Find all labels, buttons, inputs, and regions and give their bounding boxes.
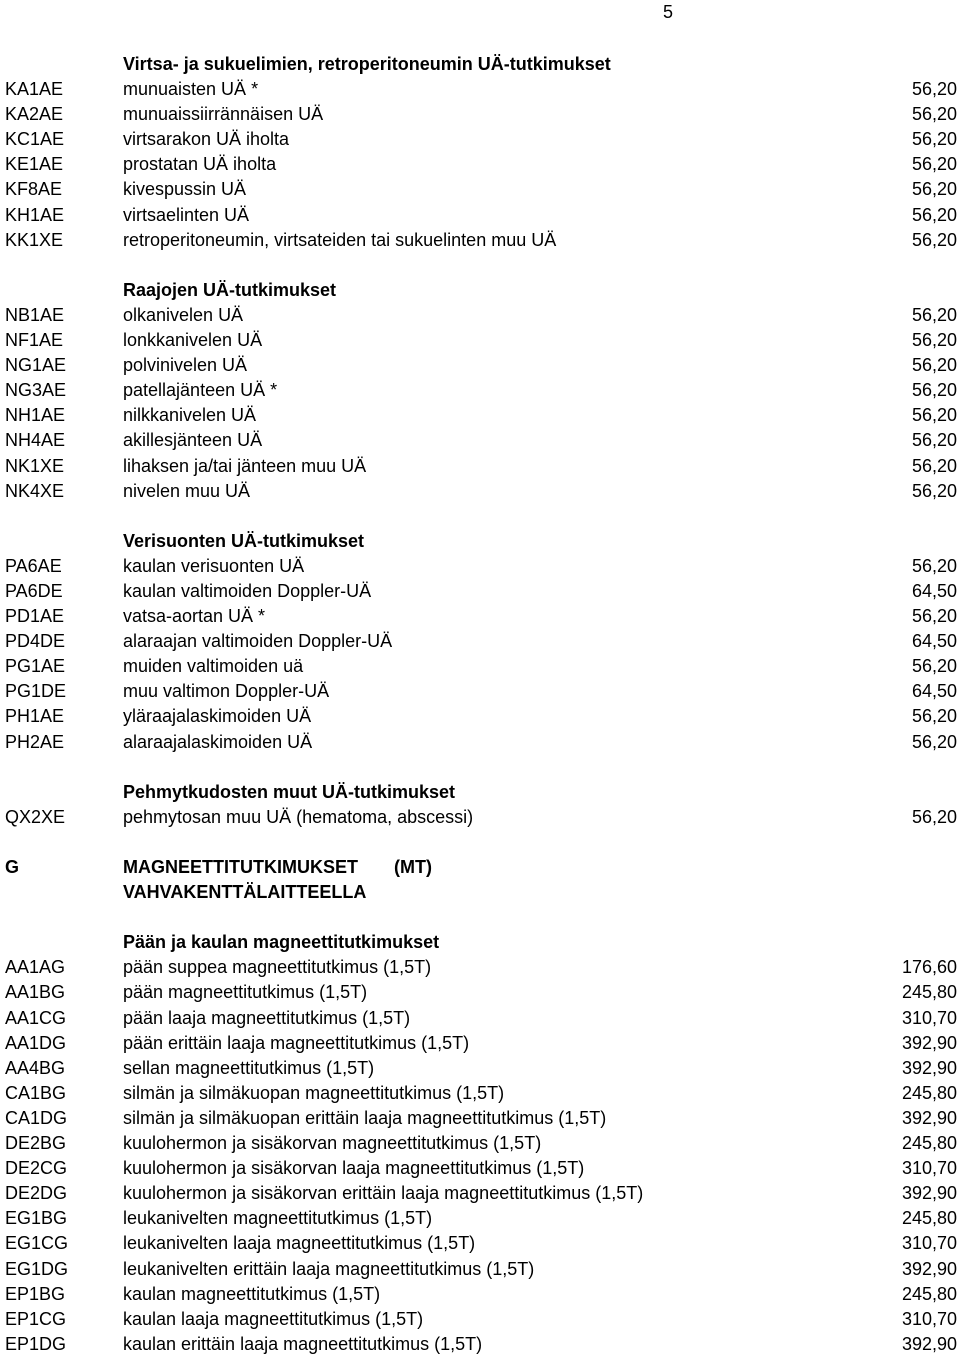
item-code: KF8AE <box>5 179 63 200</box>
item-code: AA1DG <box>5 1032 67 1053</box>
section-heading <box>5 52 957 77</box>
item-price: 176,60 <box>901 957 957 978</box>
table-row <box>5 955 957 980</box>
item-price: 56,20 <box>911 606 957 627</box>
table-row <box>5 679 957 704</box>
item-description: kivespussin UÄ <box>123 179 247 200</box>
item-code: PA6AE <box>5 555 62 576</box>
item-description: kaulan laaja magneettitutkimus (1,5T) <box>123 1308 424 1329</box>
item-description: pään laaja magneettitutkimus (1,5T) <box>123 1007 411 1028</box>
item-price: 392,90 <box>901 1107 957 1128</box>
item-description: nilkkanivelen UÄ <box>123 405 257 426</box>
table-row <box>5 403 957 428</box>
item-description: kaulan erittäin laaja magneettitutkimus (1,5T) <box>123 1333 483 1354</box>
item-price <box>847 278 957 303</box>
item-description: virtsaelinten UÄ <box>123 204 250 225</box>
table-row <box>5 353 957 378</box>
table-row <box>5 428 957 453</box>
item-price: 56,20 <box>911 731 957 752</box>
table-row <box>5 1131 957 1156</box>
table-row <box>5 1081 957 1106</box>
item-price <box>847 780 957 805</box>
item-code: KH1AE <box>5 204 65 225</box>
item-description: nivelen muu UÄ <box>123 480 251 501</box>
item-price: 245,80 <box>901 1283 957 1304</box>
table-row <box>5 629 957 654</box>
table-row <box>5 805 957 830</box>
section-heading <box>5 529 957 554</box>
item-code: DE2DG <box>5 1183 68 1204</box>
table-row <box>5 479 957 504</box>
table-row <box>5 328 957 353</box>
major-heading-suffix: (MT) <box>393 857 432 877</box>
table-row <box>5 730 957 755</box>
price-list <box>5 52 957 1357</box>
spacer <box>5 253 957 278</box>
table-row <box>5 203 957 228</box>
table-row <box>5 579 957 604</box>
item-code: PH1AE <box>5 706 65 727</box>
table-row <box>5 1231 957 1256</box>
item-code: AA1AG <box>5 957 66 978</box>
item-code: EP1DG <box>5 1333 67 1354</box>
page-number: 5 <box>663 2 674 22</box>
item-description: leukanivelten laaja magneettitutkimus (1,5T) <box>123 1233 476 1254</box>
item-code: DE2CG <box>5 1158 68 1179</box>
item-price: 56,20 <box>911 430 957 451</box>
item-price: 392,90 <box>901 1333 957 1354</box>
item-price: 56,20 <box>911 455 957 476</box>
item-price: 310,70 <box>901 1158 957 1179</box>
item-description: munuaisten UÄ * <box>123 79 259 100</box>
item-price: 56,20 <box>911 355 957 376</box>
item-description: muu valtimon Doppler-UÄ <box>123 681 330 702</box>
item-description: silmän ja silmäkuopan magneettitutkimus (1,5T) <box>123 1082 505 1103</box>
item-description: silmän ja silmäkuopan erittäin laaja magneettitutkimus (1,5T) <box>123 1107 607 1128</box>
item-code: KE1AE <box>5 154 64 175</box>
spacer <box>5 504 957 529</box>
item-price <box>847 930 957 955</box>
section-title: Pehmytkudosten muut UÄ-tutkimukset <box>123 781 456 802</box>
table-row <box>5 102 957 127</box>
item-description: kaulan verisuonten UÄ <box>123 555 305 576</box>
table-row <box>5 177 957 202</box>
item-description: kaulan valtimoiden Doppler-UÄ <box>123 580 372 601</box>
item-code: PG1DE <box>5 681 67 702</box>
table-row <box>5 1006 957 1031</box>
table-row <box>5 127 957 152</box>
item-description: sellan magneettitutkimus (1,5T) <box>123 1057 375 1078</box>
item-code <box>5 930 123 955</box>
item-price: 56,20 <box>911 304 957 325</box>
item-description: kuulohermon ja sisäkorvan laaja magneettitutkimus (1,5T) <box>123 1158 585 1179</box>
item-code: CA1DG <box>5 1107 68 1128</box>
spacer <box>5 830 957 855</box>
item-price: 245,80 <box>901 982 957 1003</box>
item-code: KK1XE <box>5 229 64 250</box>
table-row <box>5 228 957 253</box>
section-heading <box>5 780 957 805</box>
item-price: 56,20 <box>911 79 957 100</box>
section-title: Pään ja kaulan magneettitutkimukset <box>123 932 440 953</box>
mri-section <box>5 930 957 1357</box>
item-code: EG1BG <box>5 1208 68 1229</box>
major-heading-code: G <box>5 857 20 877</box>
item-price: 56,20 <box>911 129 957 150</box>
table-row <box>5 704 957 729</box>
item-code <box>5 529 123 554</box>
item-price <box>847 529 957 554</box>
item-price: 245,80 <box>901 1208 957 1229</box>
item-price: 56,20 <box>911 656 957 677</box>
item-price: 56,20 <box>911 706 957 727</box>
ultrasound-sections <box>5 52 957 830</box>
item-description: leukanivelten erittäin laaja magneettitutkimus (1,5T) <box>123 1258 535 1279</box>
item-code: NF1AE <box>5 330 64 351</box>
major-heading-line2: VAHVAKENTTÄLAITTEELLA <box>123 882 367 903</box>
item-description: lihaksen ja/tai jänteen muu UÄ <box>123 455 367 476</box>
item-code: EG1DG <box>5 1258 69 1279</box>
item-code: NG1AE <box>5 355 67 376</box>
item-price: 392,90 <box>901 1057 957 1078</box>
item-price: 245,80 <box>901 1133 957 1154</box>
item-code: NH4AE <box>5 430 66 451</box>
section-title: Raajojen UÄ-tutkimukset <box>123 279 337 300</box>
table-row <box>5 554 957 579</box>
item-price: 64,50 <box>911 580 957 601</box>
item-code: NB1AE <box>5 304 65 325</box>
table-row <box>5 1206 957 1231</box>
item-description: kuulohermon ja sisäkorvan erittäin laaja magneettitutkimus (1,5T) <box>123 1183 644 1204</box>
item-price: 56,20 <box>911 405 957 426</box>
item-price: 56,20 <box>911 204 957 225</box>
item-code: EP1BG <box>5 1283 66 1304</box>
major-heading-line1: MAGNEETTITUTKIMUKSET <box>123 857 358 877</box>
table-row <box>5 654 957 679</box>
item-code: NH1AE <box>5 405 66 426</box>
item-code <box>5 278 123 303</box>
item-code: PD4DE <box>5 631 66 652</box>
item-description: olkanivelen UÄ <box>123 304 244 325</box>
spacer <box>5 905 957 930</box>
item-price: 392,90 <box>901 1183 957 1204</box>
item-code: AA1BG <box>5 982 66 1003</box>
item-price: 56,20 <box>911 380 957 401</box>
item-description: retroperitoneumin, virtsateiden tai sukuelinten muu UÄ <box>123 229 557 250</box>
section-heading <box>5 930 957 955</box>
item-description: virtsarakon UÄ iholta <box>123 129 290 150</box>
item-code: PG1AE <box>5 656 66 677</box>
item-description: pään erittäin laaja magneettitutkimus (1,5T) <box>123 1032 470 1053</box>
item-description: alaraajalaskimoiden UÄ <box>123 731 313 752</box>
mri-major-heading <box>5 855 957 905</box>
item-price: 310,70 <box>901 1007 957 1028</box>
spacer <box>5 755 957 780</box>
item-price: 56,20 <box>911 179 957 200</box>
item-description: pään magneettitutkimus (1,5T) <box>123 982 368 1003</box>
table-row <box>5 1332 957 1357</box>
table-row <box>5 1181 957 1206</box>
section-heading <box>5 278 957 303</box>
item-code: NG3AE <box>5 380 67 401</box>
item-price <box>847 52 957 77</box>
item-code <box>5 780 123 805</box>
item-code: KA2AE <box>5 104 64 125</box>
item-description: leukanivelten magneettitutkimus (1,5T) <box>123 1208 433 1229</box>
item-code: PD1AE <box>5 606 65 627</box>
item-code: AA1CG <box>5 1007 67 1028</box>
table-row <box>5 152 957 177</box>
item-description: pehmytosan muu UÄ (hematoma, abscessi) <box>123 806 474 827</box>
item-code <box>5 52 123 77</box>
item-price: 56,20 <box>911 480 957 501</box>
item-price: 310,70 <box>901 1308 957 1329</box>
table-row <box>5 604 957 629</box>
item-price: 56,20 <box>911 229 957 250</box>
item-code: EP1CG <box>5 1308 67 1329</box>
table-row <box>5 980 957 1005</box>
table-row <box>5 303 957 328</box>
item-code: KA1AE <box>5 79 64 100</box>
item-description: patellajänteen UÄ * <box>123 380 278 401</box>
item-description: polvinivelen UÄ <box>123 355 248 376</box>
item-description: kaulan magneettitutkimus (1,5T) <box>123 1283 381 1304</box>
item-code: AA4BG <box>5 1057 66 1078</box>
item-description: munuaissiirrännäisen UÄ <box>123 104 324 125</box>
item-code: PA6DE <box>5 580 63 601</box>
table-row <box>5 1056 957 1081</box>
item-description: prostatan UÄ iholta <box>123 154 277 175</box>
item-description: muiden valtimoiden uä <box>123 656 304 677</box>
table-row <box>5 1282 957 1307</box>
item-description: kuulohermon ja sisäkorvan magneettitutkimus (1,5T) <box>123 1133 542 1154</box>
item-price: 56,20 <box>911 806 957 827</box>
table-row <box>5 1257 957 1282</box>
item-price: 392,90 <box>901 1258 957 1279</box>
major-heading-title <box>123 855 957 905</box>
item-price: 56,20 <box>911 154 957 175</box>
item-description: vatsa-aortan UÄ * <box>123 606 266 627</box>
item-description: lonkkanivelen UÄ <box>123 330 263 351</box>
item-code: NK4XE <box>5 480 65 501</box>
item-code: NK1XE <box>5 455 65 476</box>
table-row <box>5 378 957 403</box>
item-price: 64,50 <box>911 631 957 652</box>
table-row <box>5 1156 957 1181</box>
item-description: pään suppea magneettitutkimus (1,5T) <box>123 957 432 978</box>
item-price: 56,20 <box>911 104 957 125</box>
item-price: 56,20 <box>911 555 957 576</box>
item-price: 56,20 <box>911 330 957 351</box>
item-description: yläraajalaskimoiden UÄ <box>123 706 312 727</box>
table-row <box>5 454 957 479</box>
table-row <box>5 1307 957 1332</box>
item-code: DE2BG <box>5 1133 67 1154</box>
item-code: PH2AE <box>5 731 65 752</box>
table-row <box>5 1031 957 1056</box>
item-code: EG1CG <box>5 1233 69 1254</box>
item-code: QX2XE <box>5 806 66 827</box>
section-title: Verisuonten UÄ-tutkimukset <box>123 530 365 551</box>
section-title: Virtsa- ja sukuelimien, retroperitoneumin UÄ-tutkimukset <box>123 54 611 74</box>
item-description: akillesjänteen UÄ <box>123 430 263 451</box>
item-code: CA1BG <box>5 1082 67 1103</box>
item-price: 392,90 <box>901 1032 957 1053</box>
table-row <box>5 77 957 102</box>
item-description: alaraajan valtimoiden Doppler-UÄ <box>123 631 393 652</box>
item-code: KC1AE <box>5 129 65 150</box>
table-row <box>5 1106 957 1131</box>
item-price: 310,70 <box>901 1233 957 1254</box>
item-price: 64,50 <box>911 681 957 702</box>
item-price: 245,80 <box>901 1082 957 1103</box>
